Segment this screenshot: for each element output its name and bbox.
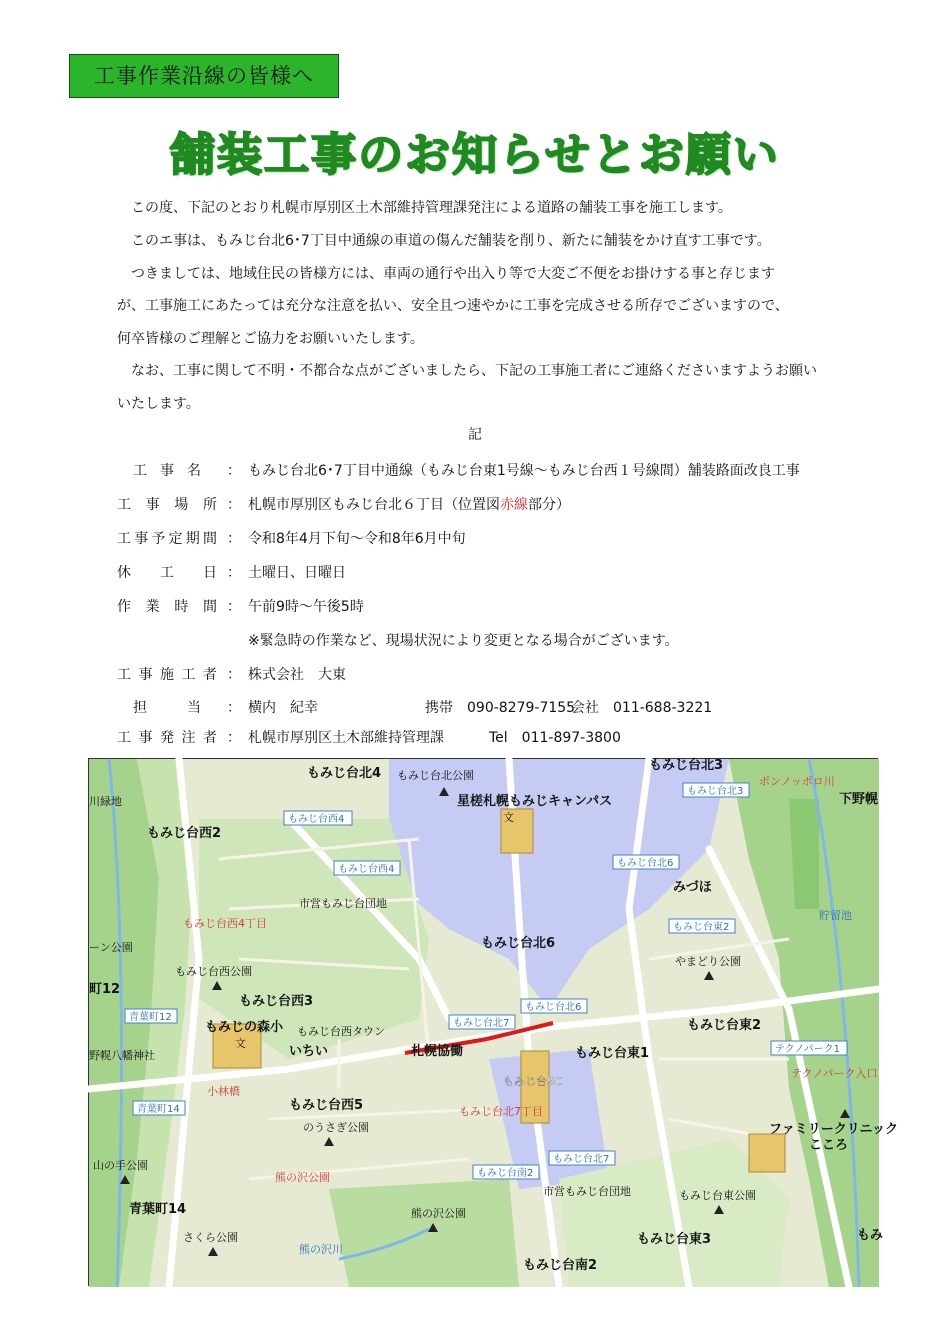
colon: ： <box>227 730 241 746</box>
value-hours: 午前9時～午後5時 <box>248 599 364 615</box>
colon: ： <box>227 463 241 479</box>
red-line-note: 赤線 <box>500 497 528 513</box>
paragraph-7: いたします。 <box>117 396 200 412</box>
paragraph-1: この度、下記のとおり札幌市厚別区土木部維持管理課発注による道路の舗装工事を施工します。 <box>117 200 732 216</box>
label-kumanosawa-river: 熊の沢川 <box>299 1243 343 1256</box>
label-clinic1: ファミリークリニック <box>769 1122 898 1137</box>
label-aoba14: 青葉町14 <box>129 1202 187 1217</box>
place-text-end: 部分） <box>528 497 570 513</box>
paragraph-6: なお、工事に関して不明・不都合な点がございましたら、下記の工事施工者にご連絡くださいますようお願い <box>117 363 817 379</box>
label-period: 工事予定期間 <box>117 531 217 547</box>
map-canvas <box>89 758 898 1287</box>
label-kita4: もみじ台北4 <box>307 766 382 781</box>
office-number: 会社 011-688-3221 <box>571 700 713 716</box>
label-shimono: 下野幌 <box>839 792 879 807</box>
label-ichii: いちい <box>289 1044 329 1059</box>
label-kita-park: もみじ台北公園 <box>397 769 474 782</box>
label-place: 工事場所 <box>117 497 217 513</box>
colon: ： <box>227 497 241 513</box>
value-contractor: 株式会社 大東 <box>248 667 346 683</box>
label-holiday: 休工日 <box>117 565 217 581</box>
value-place <box>248 495 570 515</box>
label-bun1: 文 <box>503 811 514 824</box>
label-edge-mo: もみ <box>857 1228 884 1243</box>
sign-aoba12: 青葉町12 <box>129 1012 172 1023</box>
label-town: もみじ台西タウン <box>297 1025 385 1038</box>
location-map <box>88 758 898 1286</box>
label-koen-w: ーン公園 <box>89 941 133 954</box>
colon: ： <box>227 667 241 683</box>
sign-nishi4b: もみじ台西4 <box>338 864 395 875</box>
label-usagi: のうさぎ公園 <box>303 1121 369 1134</box>
label-yamadori: やまどり公園 <box>675 955 741 968</box>
value-person: 横内 紀幸 <box>248 700 318 716</box>
label-kita6: もみじ台北6 <box>481 936 556 951</box>
sign-kita6a: もみじ台北6 <box>617 858 674 869</box>
label-hachiman: 野幌八幡神社 <box>89 1049 155 1062</box>
colon: ： <box>227 531 241 547</box>
label-kita3: もみじ台北3 <box>649 758 724 773</box>
label-nishi2: もみじ台西2 <box>147 826 222 841</box>
value-holiday: 土曜日、日曜日 <box>248 565 346 581</box>
label-higashi3: もみじ台東3 <box>637 1232 712 1247</box>
sign-higashi2: もみじ台東2 <box>673 922 730 933</box>
colon: ： <box>227 599 241 615</box>
label-sc: もみじ台SC <box>503 1075 562 1088</box>
sign-kita6b: もみじ台北6 <box>525 1002 582 1013</box>
label-seiryo: 星槎札幌もみじキャンパス <box>457 794 613 809</box>
label-kawa: 川緑地 <box>89 795 122 808</box>
label-shiei-minami: 市営もみじ台団地 <box>543 1185 631 1198</box>
value-note: ※緊急時の作業など、現場状況により変更となる場合がございます。 <box>248 633 679 649</box>
label-nishi3: もみじ台西3 <box>239 994 314 1009</box>
client-tel: Tel 011-897-3800 <box>489 730 621 746</box>
label-bun2: 文 <box>235 1037 246 1050</box>
label-ponnoppo: ポンノッポロ川 <box>759 775 835 788</box>
colon: ： <box>227 565 241 581</box>
sign-minami2: もみじ台南2 <box>477 1168 534 1179</box>
label-name: 工事名 <box>133 463 201 479</box>
label-mizuho: みづほ <box>673 880 712 895</box>
label-machi12: 町12 <box>89 982 121 997</box>
label-hours: 作業時間 <box>117 599 217 615</box>
label-mori-sho: もみじの森小 <box>205 1020 284 1035</box>
label-kumanosawa-small: 熊の沢公園 <box>275 1171 330 1184</box>
label-chozou: 貯留池 <box>819 909 852 922</box>
sign-techno: テクノパーク1 <box>775 1044 840 1055</box>
sign-nishi4a: もみじ台西4 <box>288 814 345 825</box>
paragraph-5: 何卒皆様のご理解とご協力をお願いいたします。 <box>117 331 424 347</box>
value-client: 札幌市厚別区土木部維持管理課 <box>248 730 444 746</box>
label-clinic2: こころ <box>809 1138 849 1153</box>
ki-heading: 記 <box>468 427 482 443</box>
label-higashi2: もみじ台東2 <box>687 1018 762 1033</box>
colon: ： <box>227 700 241 716</box>
paragraph-4: が、工事施工にあたっては充分な注意を払い、安全且つ速やかに工事を完成させる所存でございますので、 <box>117 298 789 314</box>
value-name: もみじ台北6･7丁目中通線（もみじ台東1号線～もみじ台西１号線間）舗装路面改良工事 <box>248 463 800 479</box>
clinic-building <box>749 1134 785 1172</box>
paragraph-3: つきましては、地域住民の皆様方には、車両の通行や出入り等で大変ご不便をお掛けする事と存じます <box>117 266 775 282</box>
label-kita7chome: もみじ台北7丁目 <box>459 1105 543 1118</box>
notice-banner: 工事作業沿線の皆様へ <box>69 54 339 98</box>
label-yamanote: 山の手公園 <box>93 1159 148 1172</box>
label-minami2: もみじ台南2 <box>523 1258 598 1273</box>
label-sakura: さくら公園 <box>183 1231 238 1244</box>
value-period: 令和8年4月下旬～令和8年6月中旬 <box>248 531 466 547</box>
page-title: 舗装工事のお知らせとお願い <box>170 128 780 181</box>
mobile-number: 携帯 090-8279-7155 <box>425 700 576 716</box>
paragraph-2: このエ事は、もみじ台北6･7丁目中通線の車道の傷んだ舗装を削り、新たに舗装をかけ直す工事です。 <box>117 233 771 249</box>
sign-kita7b: もみじ台北7 <box>553 1154 610 1165</box>
sign-kita7: もみじ台北7 <box>453 1018 510 1029</box>
label-person: 担当 <box>133 700 201 716</box>
label-kobayashi: 小林橋 <box>207 1085 240 1098</box>
label-nishi4chome: もみじ台西4丁目 <box>183 917 267 930</box>
label-kumanosawa: 熊の沢公園 <box>411 1207 466 1220</box>
sign-kita3: もみじ台北3 <box>687 786 744 797</box>
label-higashi1: もみじ台東1 <box>575 1046 650 1061</box>
label-techno-entry: テクノパーク入口 <box>791 1067 878 1080</box>
label-higashi-park: もみじ台東公園 <box>679 1189 756 1202</box>
label-kyodo: 札幌協働 <box>411 1044 464 1059</box>
label-shiei-kita: 市営もみじ台団地 <box>299 897 387 910</box>
label-client: 工事発注者 <box>117 730 217 746</box>
label-nishi5: もみじ台西5 <box>289 1098 364 1113</box>
label-nishi-park: もみじ台西公園 <box>175 965 252 978</box>
label-contractor: 工事施工者 <box>117 667 217 683</box>
place-text: 札幌市厚別区もみじ台北６丁目（位置図 <box>248 497 500 513</box>
sign-aoba14: 青葉町14 <box>137 1104 180 1115</box>
